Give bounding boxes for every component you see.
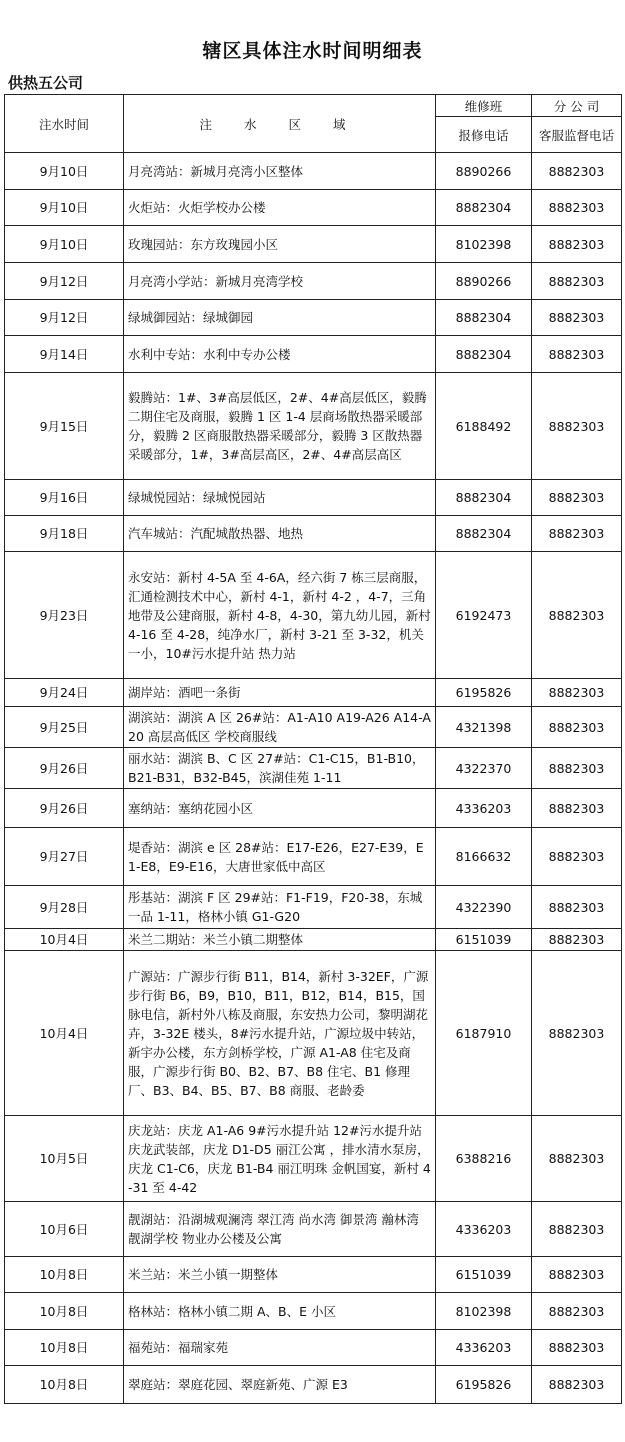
area-cell: 汽车城站：汽配城散热器、地热 [124,516,436,552]
service-phone-cell: 8882303 [532,679,622,707]
date-cell: 9月14日 [5,336,124,373]
table-body [5,153,622,1404]
service-phone-cell: 8882303 [532,480,622,516]
area-cell: 彤基站：湖滨 F 区 29#站：F1-F19，F20-38，东城一品 1-11，格林小镇 G1-G20 [124,886,436,929]
table-row [5,707,622,748]
service-phone-cell: 8882303 [532,1293,622,1330]
area-cell: 玫瑰园站：东方玫瑰园小区 [124,226,436,263]
date-cell: 10月8日 [5,1257,124,1293]
repair-phone-cell: 4336203 [436,1330,532,1366]
area-cell: 湖滨站：湖滨 A 区 26#站：A1-A10 A19-A26 A14-A20 高层高低区 学校商服线 [124,707,436,748]
service-phone-cell: 8882303 [532,886,622,929]
area-cell: 毅腾站：1#、3#高层低区，2#、4#高层低区，毅腾二期住宅及商服，毅腾 1 区 1-4 层商场散热器采暖部分，毅腾 2 区商服散热器采暖部分，毅腾 3 区散热器采暖部分，1#，3#高层高区，2#、4#高层高区 [124,373,436,480]
date-cell: 9月25日 [5,707,124,748]
date-cell: 9月24日 [5,679,124,707]
area-cell: 火炬站：火炬学校办公楼 [124,190,436,226]
date-cell: 9月10日 [5,190,124,226]
date-cell: 9月26日 [5,748,124,789]
service-phone-cell: 8882303 [532,226,622,263]
header-area: 注 水 区 域 [124,95,436,153]
service-phone-cell: 8882303 [532,707,622,748]
date-cell: 9月28日 [5,886,124,929]
repair-phone-cell: 8882304 [436,336,532,373]
company-name: 供热五公司 [8,74,84,92]
table-row [5,1330,622,1366]
service-phone-cell: 8882303 [532,552,622,679]
page-title: 辖区具体注水时间明细表 [202,40,423,62]
area-cell: 福苑站：福瑞家苑 [124,1330,436,1366]
service-phone-cell: 8882303 [532,951,622,1116]
area-cell: 水利中专站：水利中专办公楼 [124,336,436,373]
table-row [5,552,622,679]
service-phone-cell: 8882303 [532,789,622,828]
repair-phone-cell: 4321398 [436,707,532,748]
repair-phone-cell: 8166632 [436,828,532,886]
table-row [5,153,622,190]
service-phone-cell: 8882303 [532,1366,622,1404]
repair-phone-cell: 8890266 [436,263,532,300]
date-cell: 9月12日 [5,263,124,300]
area-cell: 永安站：新村 4-5A 至 4-6A，经六街 7 栋三层商服，汇通检测技术中心，新村 4-1，新村 4-2 ，4-7，三角地带及公建商服，新村 4-8，4-30，第九幼儿园，新村 4-16 至 4-28，纯净水厂，新村 3-21 至 3-32，机关一小，10#污水提升站 热力站 [124,552,436,679]
repair-phone-cell: 6388216 [436,1116,532,1202]
repair-phone-cell: 6192473 [436,552,532,679]
table-row [5,190,622,226]
repair-phone-cell: 8890266 [436,153,532,190]
repair-phone-cell: 6151039 [436,929,532,951]
table-row [5,828,622,886]
table-row [5,1202,622,1257]
service-phone-cell: 8882303 [532,373,622,480]
repair-phone-cell: 8882304 [436,516,532,552]
repair-phone-cell: 6151039 [436,1257,532,1293]
table-row [5,1257,622,1293]
table-row [5,1293,622,1330]
table-row [5,480,622,516]
area-cell: 广源站：广源步行街 B11，B14，新村 3-32EF，广源步行街 B6，B9，B10，B11，B12，B14，B15，国脉电信，新村外八栋及商服，东安热力公司，黎明湖花卉，3-32E 楼头，8#污水提升站，广源垃圾中转站，新宇办公楼，东方剑桥学校，广源 A1-A8 住宅及商服，广源步行街 B0、B2、B7、B8 住宅、B1 修理厂、B3、B4、B5、B7、B8 商服、老龄委 [124,951,436,1116]
area-cell: 堤香站：湖滨 e 区 28#站：E17-E26，E27-E39，E1-E8，E9-E16，大唐世家低中高区 [124,828,436,886]
repair-phone-cell: 4336203 [436,1202,532,1257]
header-service-phone: 客服监督电话 [532,117,622,153]
area-cell: 米兰二期站：米兰小镇二期整体 [124,929,436,951]
area-cell: 月亮湾小学站：新城月亮湾学校 [124,263,436,300]
table-row [5,748,622,789]
table-row [5,929,622,951]
area-cell: 月亮湾站：新城月亮湾小区整体 [124,153,436,190]
area-cell: 翠庭站：翠庭花园、翠庭新苑、广源 E3 [124,1366,436,1404]
date-cell: 9月10日 [5,226,124,263]
table-row [5,336,622,373]
table-row [5,516,622,552]
table-row [5,300,622,336]
repair-phone-cell: 4322370 [436,748,532,789]
service-phone-cell: 8882303 [532,190,622,226]
service-phone-cell: 8882303 [532,1202,622,1257]
repair-phone-cell: 6195826 [436,1366,532,1404]
repair-phone-cell: 6187910 [436,951,532,1116]
area-cell: 米兰站：米兰小镇一期整体 [124,1257,436,1293]
date-cell: 9月18日 [5,516,124,552]
repair-phone-cell: 8882304 [436,480,532,516]
repair-phone-cell: 8102398 [436,1293,532,1330]
repair-phone-cell: 4336203 [436,789,532,828]
repair-phone-cell: 8882304 [436,300,532,336]
area-cell: 塞纳站：塞纳花园小区 [124,789,436,828]
repair-phone-cell: 8102398 [436,226,532,263]
header-repair-phone: 报修电话 [436,117,532,153]
service-phone-cell: 8882303 [532,516,622,552]
service-phone-cell: 8882303 [532,153,622,190]
area-cell: 丽水站：湖滨 B、C 区 27#站：C1-C15，B1-B10，B21-B31，B32-B45，滨湖佳苑 1-11 [124,748,436,789]
service-phone-cell: 8882303 [532,1116,622,1202]
table-row [5,373,622,480]
date-cell: 10月6日 [5,1202,124,1257]
header-branch: 分 公 司 [532,95,622,117]
service-phone-cell: 8882303 [532,929,622,951]
area-cell: 绿城御园站：绿城御园 [124,300,436,336]
table-row [5,679,622,707]
area-cell: 靓湖站：沿湖城观澜湾 翠江湾 尚水湾 御景湾 瀚林湾 靓湖学校 物业办公楼及公寓 [124,1202,436,1257]
area-cell: 庆龙站：庆龙 A1-A6 9#污水提升站 12#污水提升站 庆龙武装部，庆龙 D1-D5 丽江公寓 ，排水清水泵房，庆龙 C1-C6，庆龙 B1-B4 丽江明珠 金帆国宴，新村 4-31 至 4-42 [124,1116,436,1202]
date-cell: 10月8日 [5,1366,124,1404]
table-row [5,1366,622,1404]
service-phone-cell: 8882303 [532,300,622,336]
date-cell: 9月26日 [5,789,124,828]
date-cell: 10月5日 [5,1116,124,1202]
table-row [5,789,622,828]
date-cell: 10月4日 [5,951,124,1116]
date-cell: 9月23日 [5,552,124,679]
date-cell: 9月10日 [5,153,124,190]
area-cell: 绿城悦园站：绿城悦园站 [124,480,436,516]
repair-phone-cell: 6195826 [436,679,532,707]
service-phone-cell: 8882303 [532,336,622,373]
date-cell: 9月27日 [5,828,124,886]
service-phone-cell: 8882303 [532,263,622,300]
date-cell: 9月15日 [5,373,124,480]
date-cell: 10月8日 [5,1330,124,1366]
service-phone-cell: 8882303 [532,1257,622,1293]
repair-phone-cell: 4322390 [436,886,532,929]
table-row [5,951,622,1116]
header-time: 注水时间 [5,95,124,153]
area-cell: 湖岸站：酒吧一条街 [124,679,436,707]
schedule-table [4,94,622,1404]
table-row [5,1116,622,1202]
date-cell: 10月8日 [5,1293,124,1330]
table-row [5,886,622,929]
service-phone-cell: 8882303 [532,1330,622,1366]
date-cell: 10月4日 [5,929,124,951]
repair-phone-cell: 6188492 [436,373,532,480]
header-repair-group: 维修班 [436,95,532,117]
date-cell: 9月16日 [5,480,124,516]
area-cell: 格林站：格林小镇二期 A、B、E 小区 [124,1293,436,1330]
service-phone-cell: 8882303 [532,748,622,789]
date-cell: 9月12日 [5,300,124,336]
table-row [5,226,622,263]
repair-phone-cell: 8882304 [436,190,532,226]
service-phone-cell: 8882303 [532,828,622,886]
table-row [5,263,622,300]
